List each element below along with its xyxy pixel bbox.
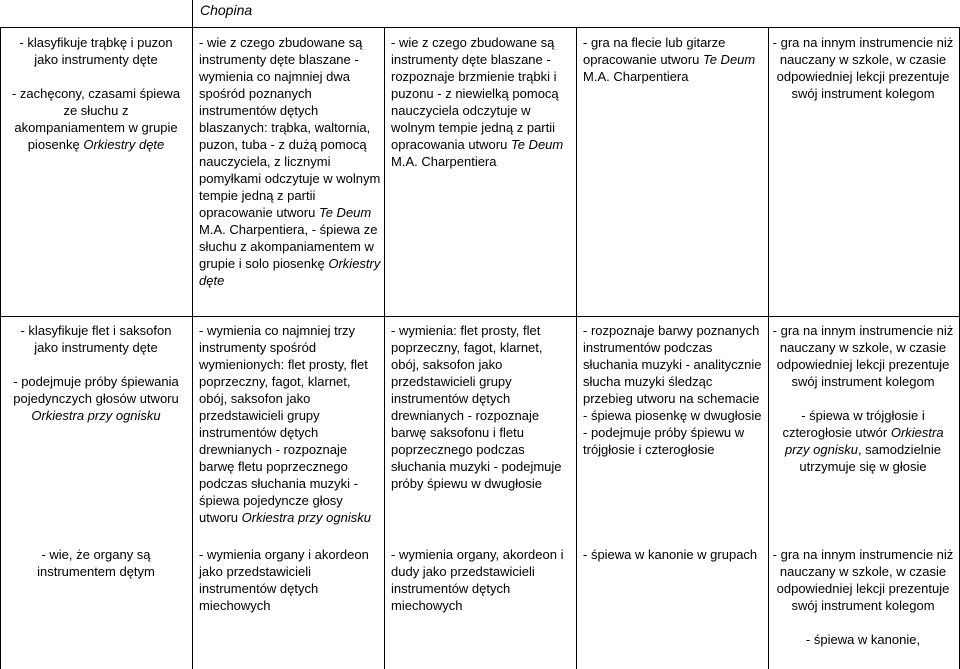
cell-text: - zachęcony, czasami śpiewa ze słuchu z akompaniamentem w grupie piosenkę [11,86,181,152]
table-cell [8,546,184,580]
cell-text: - śpiewa w kanonie, [805,632,921,647]
cell-paragraph [772,407,954,475]
cell-paragraph [199,322,381,526]
italic-text: Orkiestra przy ognisku [31,408,161,423]
table-cell [391,34,571,170]
cell-paragraph [8,546,184,580]
cell-paragraph [772,322,954,390]
table-cell [391,546,571,614]
table-cell [199,322,381,526]
italic-text: Te Deum [318,205,372,220]
cell-paragraph [583,34,763,85]
table-cell [583,34,763,85]
cell-paragraph [772,546,954,614]
italic-text: Orkiestra przy ognisku [784,425,944,457]
cell-paragraph [8,34,184,68]
cell-text: - wymienia co najmniej trzy instrumenty spośród wymienionych: flet prosty, flet poprzeczny, fagot, klarnet, obój, saksofon jako przedstawicieli grupy instrumentów dętych drewnianych - rozpoznaje barwę fletu poprzecznego podczas słuchania muzyki - śpiewa pojedyncze głosy utworu [199,323,368,525]
table-column-divider [384,27,385,669]
cell-paragraph [199,34,381,289]
table-cell [199,34,381,289]
table-cell [8,34,184,153]
table-cell [583,546,763,563]
cell-text: M.A. Charpentiera [583,69,689,84]
cell-text: - klasyfikuje trąbkę i puzon jako instrumenty dęte [19,35,173,67]
cell-text: - wymienia organy i akordeon jako przedstawicieli instrumentów dętych miechowych [199,547,369,613]
cell-text: - wie z czego zbudowane są instrumenty dęte blaszane - wymienia co najmniej dwa spośród poznanych instrumentów dętych blaszanych: trąbka, waltornia, puzon, tuba - z dużą pomocą nauczyciela, z licznymi pomyłkami odczytuje w wolnym tempie jedną z partii opracowanie utworu [199,35,381,220]
table-row-divider [0,316,960,317]
italic-text: Te Deum [510,137,564,152]
cell-text: - klasyfikuje flet i saksofon jako instrumenty dęte [20,323,172,355]
cell-text: - śpiewa w kanonie w grupach [583,547,758,562]
cell-paragraph [8,85,184,153]
cell-text: - wie, że organy są instrumentem dętym [37,547,155,579]
cell-text: - śpiewa w trójgłosie i czterogłosie utwór [782,408,925,440]
cell-paragraph [199,546,381,614]
caption-text: Chopina [200,2,253,18]
cell-text: - rozpoznaje barwy poznanych instrumentów podczas słuchania muzyki - analitycznie słucha muzyki śledząc przebieg utworu na schemacie - śpiewa piosenkę w dwugłosie - podejmuje próby śpiewu w trójgłosie i czterogłosie [583,323,762,457]
cell-text: M.A. Charpentiera [391,154,497,169]
italic-text: Te Deum [702,52,756,67]
cell-paragraph [8,322,184,356]
cell-paragraph [391,322,571,492]
table-border-top [0,27,960,28]
table-cell [772,322,954,475]
table-cell [391,322,571,492]
table-cell [199,546,381,614]
table-column-divider [576,27,577,669]
table-cell [772,34,954,102]
cell-paragraph [772,631,954,648]
cell-text: , samodzielnie utrzymuje się w głosie [799,442,942,474]
table-border-left [0,27,1,669]
cell-text: - gra na innym instrumencie niż nauczany w szkole, w czasie odpowiedniej lekcji prezentuje swój instrument kolegom [772,547,954,613]
table-cell [8,322,184,424]
table-column-divider [768,27,769,669]
cell-text: - gra na flecie lub gitarze opracowanie utworu [583,35,726,67]
cell-paragraph [8,373,184,424]
cell-text: - podejmuje próby śpiewania pojedynczych głosów utworu [13,374,179,406]
table-column-divider [192,0,193,669]
table-cell [583,322,763,458]
cell-paragraph [391,34,571,170]
cell-text: - gra na innym instrumencie niż nauczany w szkole, w czasie odpowiedniej lekcji prezentuje swój instrument kolegom [772,35,954,101]
cell-text: - wymienia: flet prosty, flet poprzeczny, fagot, klarnet, obój, saksofon jako przedstawicieli grupy instrumentów dętych drewnianych - rozpoznaje barwę saksofonu i fletu poprzecznego podczas słuchania muzyki - podejmuje próby śpiewu w dwugłosie [391,323,562,491]
cell-text: - wie z czego zbudowane są instrumenty dęte blaszane - rozpoznaje brzmienie trąbki i puzonu - z niewielką pomocą nauczyciela odczytuje w wolnym tempie jedną z partii opracowania utworu [391,35,559,152]
cell-paragraph [391,546,571,614]
cell-text: - wymienia organy, akordeon i dudy jako przedstawicieli instrumentów dętych miechowych [391,547,564,613]
italic-text: Orkiestry dęte [199,256,381,288]
table-cell [772,546,954,648]
cell-text: - gra na innym instrumencie niż nauczany w szkole, w czasie odpowiedniej lekcji prezentuje swój instrument kolegom [772,323,954,389]
cell-text: M.A. Charpentiera, - śpiewa ze słuchu z akompaniamentem w grupie i solo piosenkę [199,222,378,271]
cell-paragraph [583,546,763,563]
italic-text: Orkiestra przy ognisku [241,510,371,525]
cell-paragraph [583,322,763,458]
italic-text: Orkiestry dęte [83,137,165,152]
cell-paragraph [772,34,954,102]
